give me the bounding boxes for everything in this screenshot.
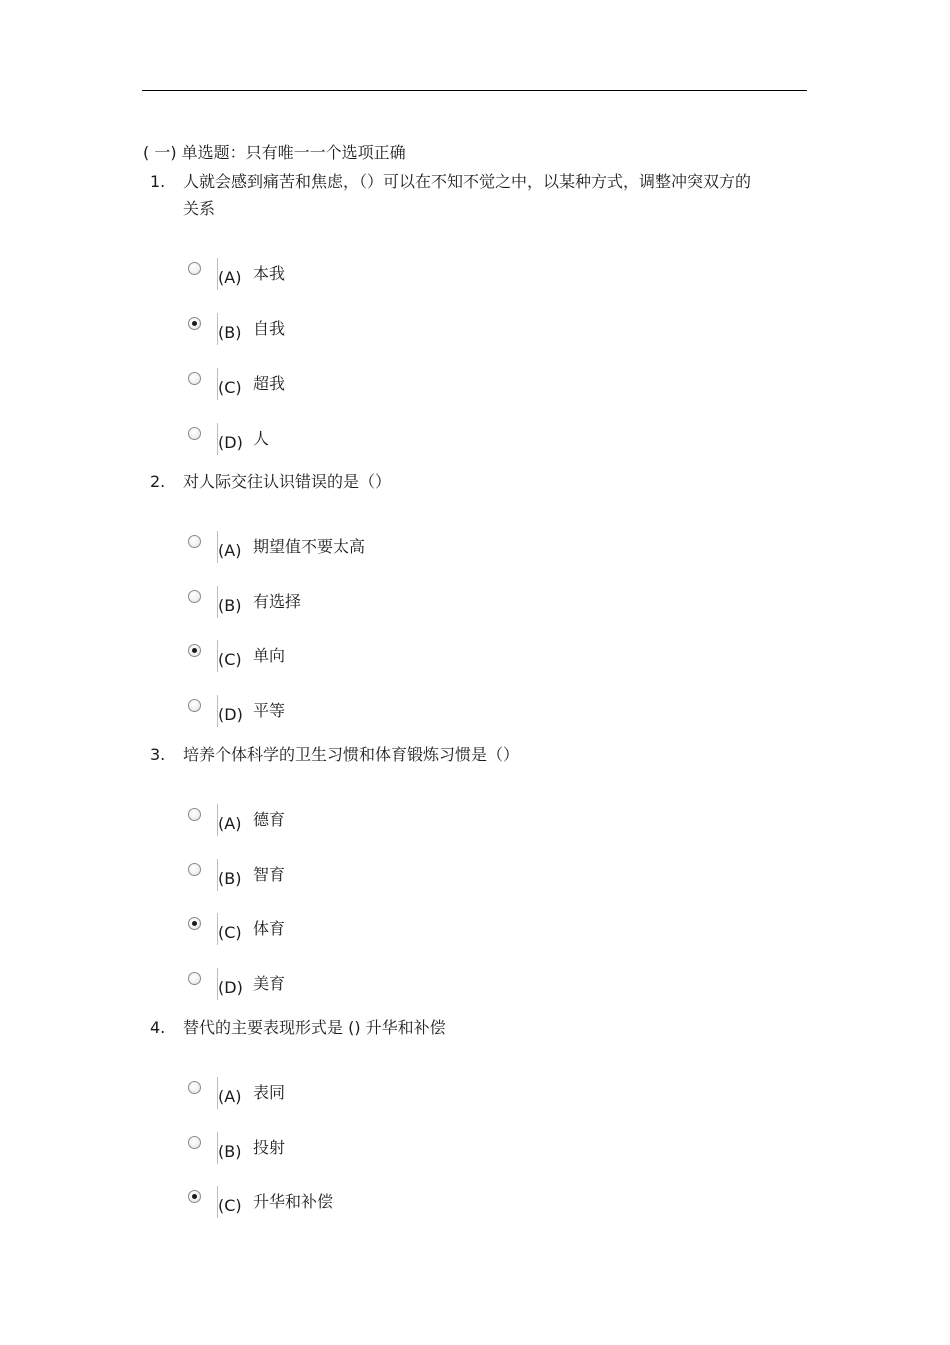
radio-button[interactable]	[188, 427, 201, 440]
question-number: 2.	[150, 472, 166, 491]
option-3-d[interactable]	[188, 972, 488, 1004]
option-text: 单向	[253, 646, 286, 665]
option-letter: (D)	[218, 705, 243, 724]
radio-button[interactable]	[188, 699, 201, 712]
option-4-c[interactable]	[188, 1190, 488, 1222]
option-text: 超我	[253, 374, 286, 393]
option-3-c[interactable]	[188, 917, 488, 949]
radio-button[interactable]	[188, 590, 201, 603]
question-text: 对人际交往认识错误的是（）	[183, 472, 392, 491]
radio-button-selected[interactable]	[188, 644, 201, 657]
radio-button[interactable]	[188, 808, 201, 821]
radio-button-selected[interactable]	[188, 1190, 201, 1203]
option-3-b[interactable]	[188, 863, 488, 895]
option-text: 德育	[253, 810, 286, 829]
question-text: 替代的主要表现形式是 () 升华和补偿	[183, 1018, 446, 1037]
option-letter: (C)	[218, 1196, 242, 1215]
option-1-d[interactable]	[188, 427, 488, 459]
option-text: 平等	[253, 701, 286, 720]
option-text: 升华和补偿	[253, 1192, 334, 1211]
option-2-d[interactable]	[188, 699, 488, 731]
radio-button[interactable]	[188, 262, 201, 275]
option-1-b[interactable]	[188, 317, 488, 349]
option-text: 智育	[253, 865, 286, 884]
option-text: 自我	[253, 319, 286, 338]
radio-button[interactable]	[188, 1136, 201, 1149]
option-text: 有选择	[253, 592, 302, 611]
option-letter: (C)	[218, 650, 242, 669]
option-text: 本我	[253, 264, 286, 283]
question-text: 培养个体科学的卫生习惯和体育锻炼习惯是（）	[183, 745, 520, 764]
option-letter: (D)	[218, 978, 243, 997]
option-letter: (D)	[218, 433, 243, 452]
question-stem	[150, 468, 770, 495]
option-text: 期望值不要太高	[253, 537, 366, 556]
option-text: 人	[253, 429, 270, 448]
option-text: 美育	[253, 974, 286, 993]
option-4-b[interactable]	[188, 1136, 488, 1168]
option-text: 投射	[253, 1138, 286, 1157]
question-stem	[150, 168, 770, 222]
question-text: 人就会感到痛苦和焦虑，（）可以在不知不觉之中，以某种方式，调整冲突双方的关系	[183, 172, 752, 218]
radio-button[interactable]	[188, 863, 201, 876]
question-stem	[150, 1014, 770, 1041]
radio-button[interactable]	[188, 1081, 201, 1094]
option-letter: (B)	[218, 1142, 242, 1161]
option-1-a[interactable]	[188, 262, 488, 294]
radio-button-selected[interactable]	[188, 917, 201, 930]
radio-button[interactable]	[188, 372, 201, 385]
option-letter: (B)	[218, 596, 242, 615]
option-3-a[interactable]	[188, 808, 488, 840]
option-letter: (A)	[218, 268, 242, 287]
option-1-c[interactable]	[188, 372, 488, 404]
option-letter: (C)	[218, 378, 242, 397]
question-2	[150, 468, 770, 495]
question-3	[150, 741, 770, 768]
option-letter: (A)	[218, 814, 242, 833]
radio-button[interactable]	[188, 535, 201, 548]
radio-button[interactable]	[188, 972, 201, 985]
option-2-a[interactable]	[188, 535, 488, 567]
option-2-c[interactable]	[188, 644, 488, 676]
option-text: 体育	[253, 919, 286, 938]
question-number: 3.	[150, 745, 166, 764]
question-4	[150, 1014, 770, 1041]
option-2-b[interactable]	[188, 590, 488, 622]
radio-button-selected[interactable]	[188, 317, 201, 330]
question-number: 4.	[150, 1018, 166, 1037]
top-rule	[142, 90, 807, 91]
option-letter: (B)	[218, 869, 242, 888]
question-1	[150, 168, 770, 222]
question-number: 1.	[150, 172, 166, 191]
section-heading: ( 一) 单选题：只有唯一一个选项正确	[143, 143, 406, 162]
option-4-a[interactable]	[188, 1081, 488, 1113]
option-letter: (A)	[218, 1087, 242, 1106]
option-letter: (A)	[218, 541, 242, 560]
question-stem	[150, 741, 770, 768]
option-letter: (B)	[218, 323, 242, 342]
option-letter: (C)	[218, 923, 242, 942]
option-text: 表同	[253, 1083, 286, 1102]
